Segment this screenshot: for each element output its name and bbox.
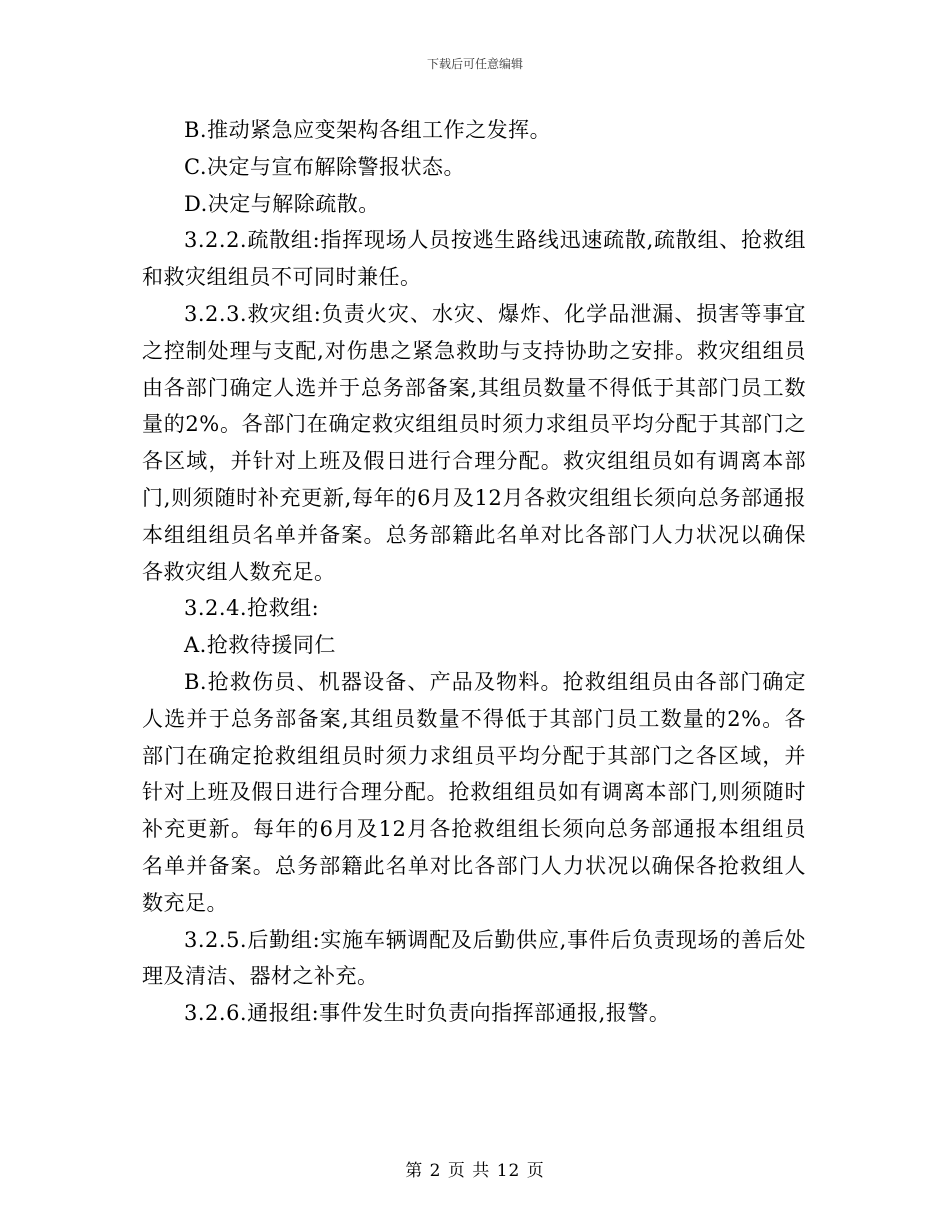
- paragraph-disaster-relief-team: 3.2.3.救灾组:负责火灾、水灾、爆炸、化学品泄漏、损害等事宜之控制处理与支配,对伤患之紧急救助与支持协助之安排。救灾组组员由各部门确定人选并于总务部备案,其组员数量不得低于其部门员工数量的2%。各部门在确定救灾组组员时须力求组员平均分配于其部门之各区域，并针对上班及假日进行合理分配。救灾组组员如有调离本部门,则须随时补充更新,每年的6月及12月各救灾组组长须向总务部通报本组组组员名单并备案。总务部籍此名单对比各部门人力状况以确保各救灾组人数充足。: [142, 301, 806, 584]
- paragraph-b-coordinate-groups: B.推动紧急应变架构各组工作之发挥。: [184, 118, 552, 142]
- paragraph-c-lift-alarm: C.决定与宣布解除警报状态。: [184, 154, 465, 179]
- page-number-footer: 第 2 页 共 12 页: [405, 1161, 545, 1181]
- paragraph-a-rescue-colleagues: A.抢救待援同仁: [184, 633, 336, 658]
- paragraph-d-lift-evacuation: D.决定与解除疏散。: [184, 191, 380, 216]
- document-body: [142, 112, 806, 1032]
- paragraph-evacuation-team: 3.2.2.疏散组:指挥现场人员按逃生路线迅速疏散,疏散组、抢救组和救灾组组员不可同时兼任。: [142, 228, 806, 290]
- paragraph-rescue-team-heading: 3.2.4.抢救组:: [184, 596, 320, 621]
- paragraph-notification-team: 3.2.6.通报组:事件发生时负责向指挥部通报,报警。: [184, 1001, 671, 1026]
- page-header: 下载后可任意编辑: [426, 57, 523, 71]
- paragraph-logistics-team: 3.2.5.后勤组:实施车辆调配及后勤供应,事件后负责现场的善后处理及清洁、器材之补充。: [142, 927, 806, 989]
- paragraph-b-rescue-details: B.抢救伤员、机器设备、产品及物料。抢救组组员由各部门确定人选并于总务部备案,其组员数量不得低于其部门员工数量的2%。各部门在确定抢救组组员时须力求组员平均分配于其部门之各区域，并针对上班及假日进行合理分配。抢救组组员如有调离本部门,则须随时补充更新。每年的6月及12月各抢救组组长须向总务部通报本组组员名单并备案。总务部籍此名单对比各部门人力状况以确保各抢救组人数充足。: [142, 669, 806, 915]
